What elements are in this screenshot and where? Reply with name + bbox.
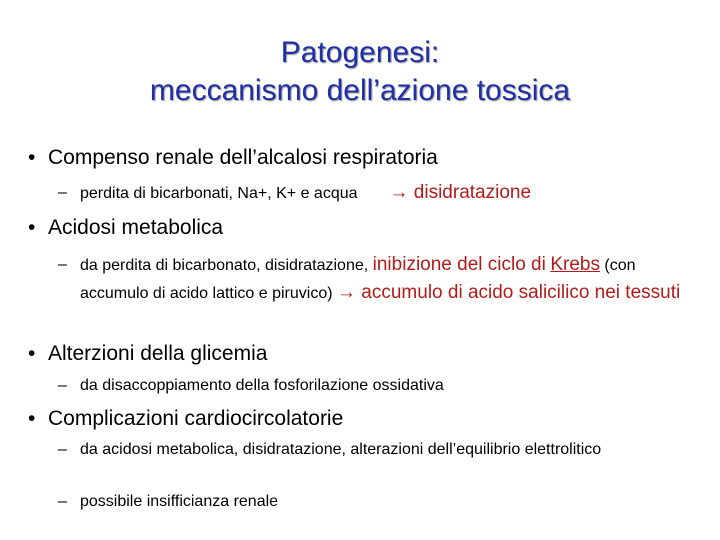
sub-text: perdita di bicarbonati, Na+, K+ e acqua — [80, 185, 358, 202]
bullet-item-complicazioni — [28, 407, 343, 431]
highlight-inibizione: inibizione del ciclo di — [372, 254, 546, 275]
sub-text: da acidosi metabolica, disidratazione, alterazioni dell’equilibrio elettrolitico — [80, 441, 602, 458]
bullet-text: Compenso renale dell’alcalosi respiratoria — [48, 146, 438, 169]
title-line-1: Patogenesi: — [280, 36, 440, 69]
bullet-item-compenso — [28, 146, 438, 170]
dash-symbol: – — [58, 256, 67, 273]
dash-symbol: – — [58, 184, 67, 201]
sub-text-part2: (con accumulo di acido lattico e piruvico) — [80, 257, 636, 302]
bullet-symbol: • — [28, 216, 36, 239]
bullet-text: Complicazioni cardiocircolatorie — [48, 407, 344, 430]
bullet-item-acidosi — [28, 216, 223, 240]
sub-text: da disaccoppiamento della fosforilazione ossidativa — [80, 377, 444, 394]
sub-item-acidosi-metabolica — [58, 438, 658, 461]
dash-symbol: – — [58, 377, 67, 394]
bullet-symbol: • — [28, 342, 36, 365]
highlight-accumulo: → accumulo di acido salicilico nei tessuti — [337, 282, 681, 303]
dash-symbol: – — [58, 441, 67, 458]
dash-symbol: – — [58, 493, 67, 510]
highlight-krebs: Krebs — [550, 254, 600, 275]
sub-item-perdita — [58, 181, 698, 205]
sub-text-part1: da perdita di bicarbonato, disidratazione, — [80, 257, 369, 274]
sub-item-disaccoppiamento — [58, 374, 698, 397]
bullet-symbol: • — [28, 146, 36, 169]
title-line-2: meccanismo dell’azione tossica — [149, 74, 571, 107]
sub-item-acidosi — [58, 251, 698, 307]
bullet-symbol: • — [28, 407, 36, 430]
sub-text: possibile insifficianza renale — [80, 493, 279, 510]
bullet-item-glicemia — [28, 342, 267, 366]
highlight-disidratazione: → disidratazione — [389, 182, 532, 203]
bullet-text: Acidosi metabolica — [48, 216, 224, 239]
sub-item-insufficienza — [58, 490, 698, 513]
bullet-text: Alterzioni della glicemia — [48, 342, 268, 365]
